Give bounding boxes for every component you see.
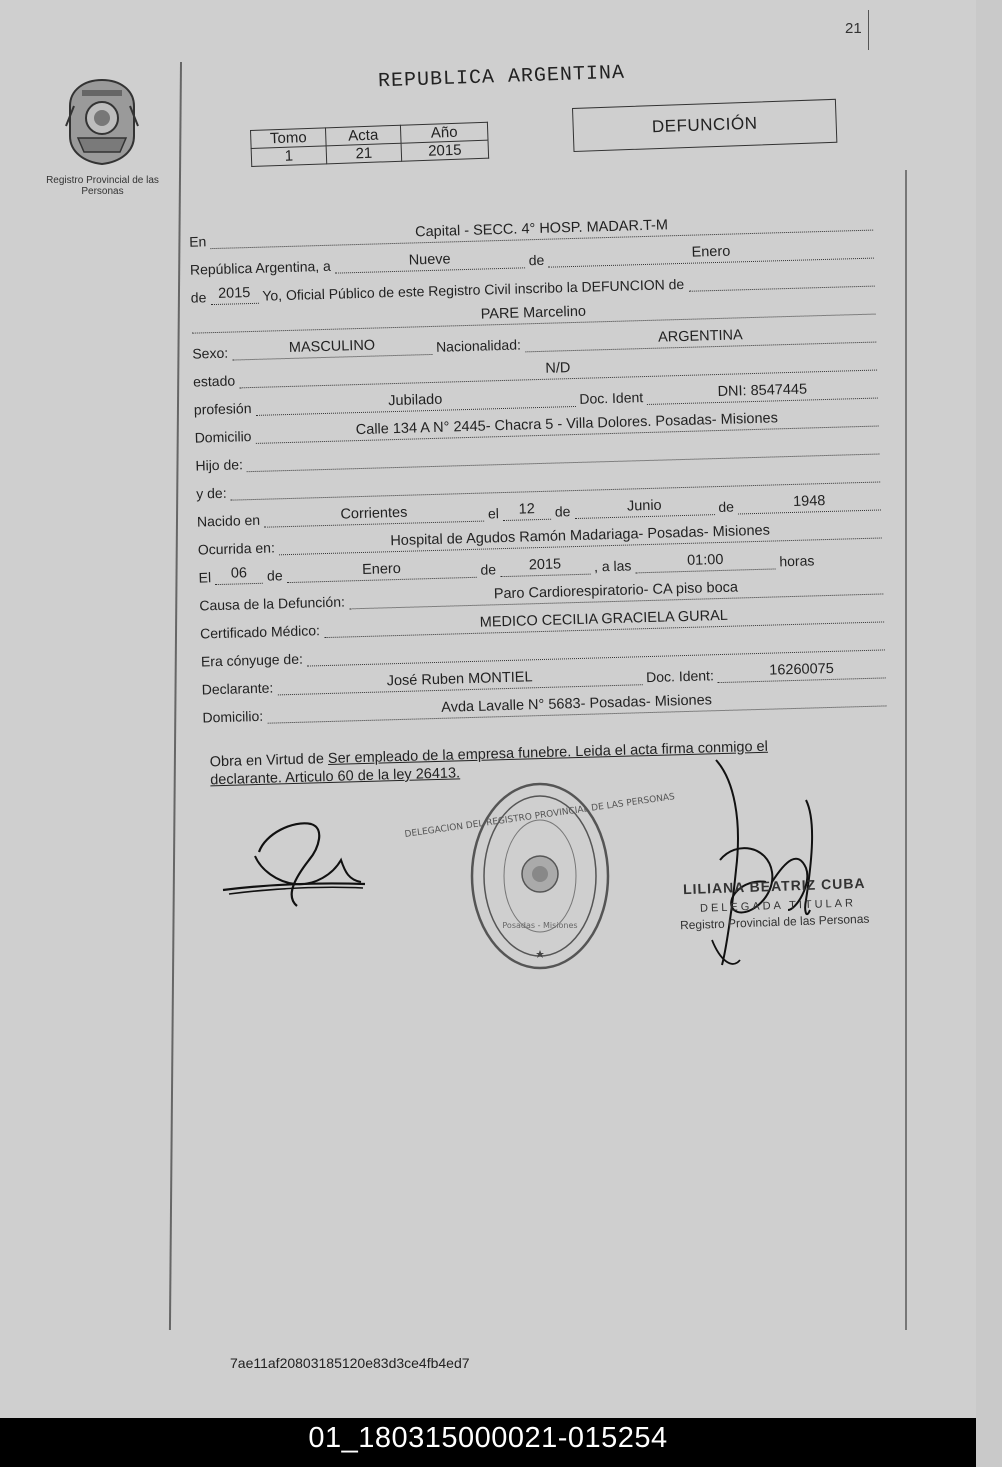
row-estado: estado N/D [193,349,877,390]
acta-header: Acta [325,125,401,146]
tomo-value: 1 [251,146,327,167]
birth-year-field: 1948 [738,489,881,514]
declarant-field: José Ruben MONTIEL [277,664,642,695]
death-place-field: Hospital de Agudos Ramón Madariaga- Posadas- Misiones [278,517,881,555]
death-day-field: 06 [215,563,264,585]
day-field: Nueve [334,247,525,273]
row-ocurrida: Ocurrida en: Hospital de Agudos Ramón Madariaga- Posadas- Misiones [197,516,881,557]
official-stamp-icon [404,778,676,974]
row-nacido: Nacido en Corrientes el 12 de Junio de 1948 [197,488,881,529]
row-hijo-de: Hijo de: [195,433,879,474]
document-hash: 7ae11af20803185120e83d3ce4fb4ed7 [230,1355,470,1371]
registry-caption: Registro Provincial de las Personas [46,175,159,197]
year-field: 2015 [210,283,259,305]
anio-value: 2015 [401,140,489,161]
death-month-field: Enero [286,557,477,583]
official-signature-icon [676,760,896,975]
nationality-field: ARGENTINA [525,322,877,353]
death-time-field: 01:00 [635,548,776,573]
country-title: REPUBLICA ARGENTINA [377,61,626,94]
row-sexo: Sexo: MASCULINO Nacionalidad: ARGENTINA [192,321,876,362]
civil-status-field: N/D [239,350,877,389]
row-y-de: y de: [196,461,880,502]
declarant-doc-field: 16260075 [717,657,885,683]
row-profesion: profesión Jubilado Doc. Ident DNI: 8547445 [194,377,878,418]
row-causa: Causa de la Defunción: Paro Cardiorespiratorio- CA piso boca [199,572,883,613]
row-fecha: El 06 de Enero de 2015 , a las 01:00 horas [198,544,882,585]
address-field: Calle 134 A N° 2445- Chacra 5 - Villa Dolores. Posadas- Misiones [255,406,879,444]
birth-day-field: 12 [502,499,551,521]
tomo-header: Tomo [251,128,327,149]
obra-text-1: Ser empleado de la empresa funebre. Leida el acta firma conmigo el [327,738,769,768]
stamp-inner-text: Posadas - Misiones [502,921,578,930]
row-year: de 2015 Yo, Oficial Público de este Registro Civil inscribo la DEFUNCION de [190,265,874,306]
birthplace-field: Corrientes [264,501,485,528]
year-line-blank [688,266,875,292]
row-conyuge: Era cónyuge de: [201,628,885,669]
deceased-name-field: PARE Marcelino [191,294,875,334]
acta-value: 21 [326,143,402,164]
obra-prefix: Obra en Virtud de [209,751,325,771]
death-year-field: 2015 [500,554,591,578]
birth-month-field: Junio [574,494,715,519]
official-name: LILIANA BEATRIZ CUBA [682,874,866,898]
record-type-box: DEFUNCIÓN [572,99,837,152]
declarant-address-field: Avda Lavalle N° 5683- Posadas- Misiones [267,685,887,723]
row-en: En Capital - SECC. 4° HOSP. MADAR.T-M [189,209,873,250]
cause-field: Paro Cardiorespiratorio- CA piso boca [348,573,883,609]
row-republica: República Argentina, a Nueve de Enero [190,237,874,278]
profession-field: Jubilado [255,386,575,416]
certificate-field: MEDICO CECILIA GRACIELA GURAL [324,601,885,638]
footer-code: 01_180315000021-015254 [0,1418,976,1467]
month-field: Enero [548,238,874,268]
stamp-outer-text: DELEGACION DEL REGISTRO PROVINCIAL DE LAS PERSONAS [404,792,676,840]
anio-header: Año [400,122,488,143]
sex-field: MASCULINO [232,334,433,361]
doc-id-field: DNI: 8547445 [647,378,878,405]
official-office: Registro Provincial de las Personas [679,911,870,933]
row-declarante: Declarante: José Ruben MONTIEL Doc. Ident: 16260075 [201,656,885,697]
row-certificado: Certificado Médico: MEDICO CECILIA GRACIELA GURAL [200,600,884,641]
official-role: DELEGADA TITULAR [699,897,857,915]
obra-text-2: declarante. Articulo 60 de la ley 26413. [210,765,461,789]
declarant-signature-icon [215,812,380,912]
row-domicilio-declarante: Domicilio: Avda Lavalle N° 5683- Posadas- Misiones [202,684,886,725]
place-field: Capital - SECC. 4° HOSP. MADAR.T-M [210,210,873,250]
page-number: 21 [845,20,862,37]
row-domicilio: Domicilio Calle 134 A N° 2445- Chacra 5 - Villa Dolores. Posadas- Misiones [194,405,878,446]
